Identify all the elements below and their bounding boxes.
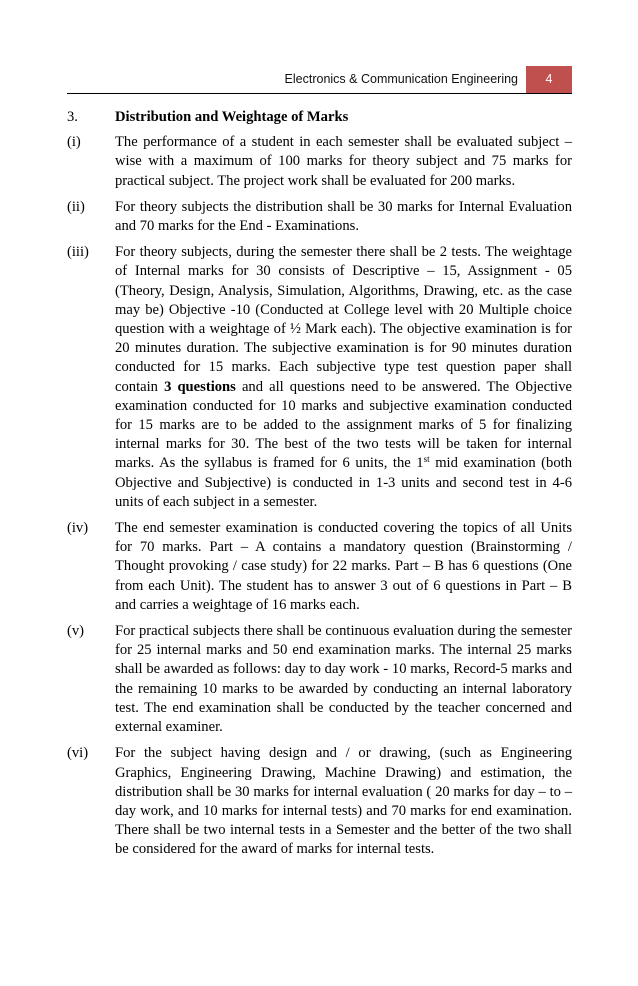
list-item-iv — [67, 519, 572, 615]
section-heading — [67, 108, 572, 127]
item-text-part: and all questions need to be answered. The Objective examination conducted for 10 marks and subjective examination conducted for 15 marks are to be added to the assignment marks of 5 for finalizing internal marks for 30. The best of the two tests will be taken for internal marks. As the syllabus is framed for 6 units, the 1 — [115, 378, 572, 472]
list-item-i — [67, 133, 572, 191]
list-item-v — [67, 622, 572, 737]
document-body — [67, 108, 572, 867]
list-item-ii — [67, 198, 572, 236]
item-text-part: For theory subjects, during the semester there shall be 2 tests. The weightage of Internal marks for 30 consists of Descriptive – 15, Assignment - 05 (Theory, Design, Analysis, Simulation, Algorithms, Drawing, etc. as the case may be) Objective -10 (Conducted at College level with 20 Multiple choice question with a weightage of ½ Mark each). The objective examination is for 20 minutes duration. The subjective examination is for 90 minutes duration conducted for 15 marks. Each subjective type test question paper shall contain — [115, 244, 572, 395]
item-text-part: mid examination (both Objective and Subjective) is conducted in 1-3 units and second test in 4-6 units of each subject in a semester. — [115, 455, 572, 510]
list-item-vi — [67, 744, 572, 859]
item-text-bold: 3 questions — [164, 378, 236, 395]
item-text: For the subject having design and / or drawing, (such as Engineering Graphics, Engineering Drawing, Machine Drawing) and estimation, the distribution shall be 30 marks for internal evaluation ( 20 marks for day – to – day work, and 10 marks for internal tests) and 70 marks for end examination. There shall be two internal tests in a Semester and the better of the two shall be considered for the award of marks for internal tests. — [115, 745, 572, 858]
item-text — [115, 243, 572, 512]
item-number: (ii) — [67, 198, 85, 215]
item-text: The end semester examination is conducted covering the topics of all Units for 70 marks. Part – A contains a mandatory question (Brainstorming / Thought provoking / case study) for 22 marks. Part – B has 6 questions (One from each Unit). The student has to answer 3 out of 6 questions in Part – B and carries a weightage of 16 marks each. — [115, 520, 572, 613]
ordinal-superscript: st — [423, 454, 430, 465]
item-number: (i) — [67, 134, 81, 151]
item-text: The performance of a student in each semester shall be evaluated subject – wise with a maximum of 100 marks for theory subject and 75 marks for practical subject. The project work shall be evaluated for 200 marks. — [115, 134, 572, 189]
page-number-badge: 4 — [526, 66, 572, 93]
section-title: Distribution and Weightage of Marks — [115, 109, 349, 125]
item-text: For theory subjects the distribution shall be 30 marks for Internal Evaluation and 70 marks for the End - Examinations. — [115, 198, 572, 235]
list-item-iii — [67, 243, 572, 512]
section-number: 3. — [67, 109, 78, 125]
item-text: For practical subjects there shall be continuous evaluation during the semester for 25 internal marks and 50 end examination marks. The internal 25 marks shall be awarded as follows: day to day work - 10 marks, Record-5 marks and the remaining 10 marks to be awarded by conducting an internal laboratory test. The end examination shall be conducted by the teacher concerned and external examiner. — [115, 623, 572, 736]
item-number: (v) — [67, 623, 85, 640]
item-number: (iii) — [67, 244, 89, 261]
item-number: (vi) — [67, 745, 89, 762]
item-number: (iv) — [67, 520, 89, 537]
header-title: Electronics & Communication Engineering — [284, 72, 518, 86]
page-header — [67, 66, 572, 94]
